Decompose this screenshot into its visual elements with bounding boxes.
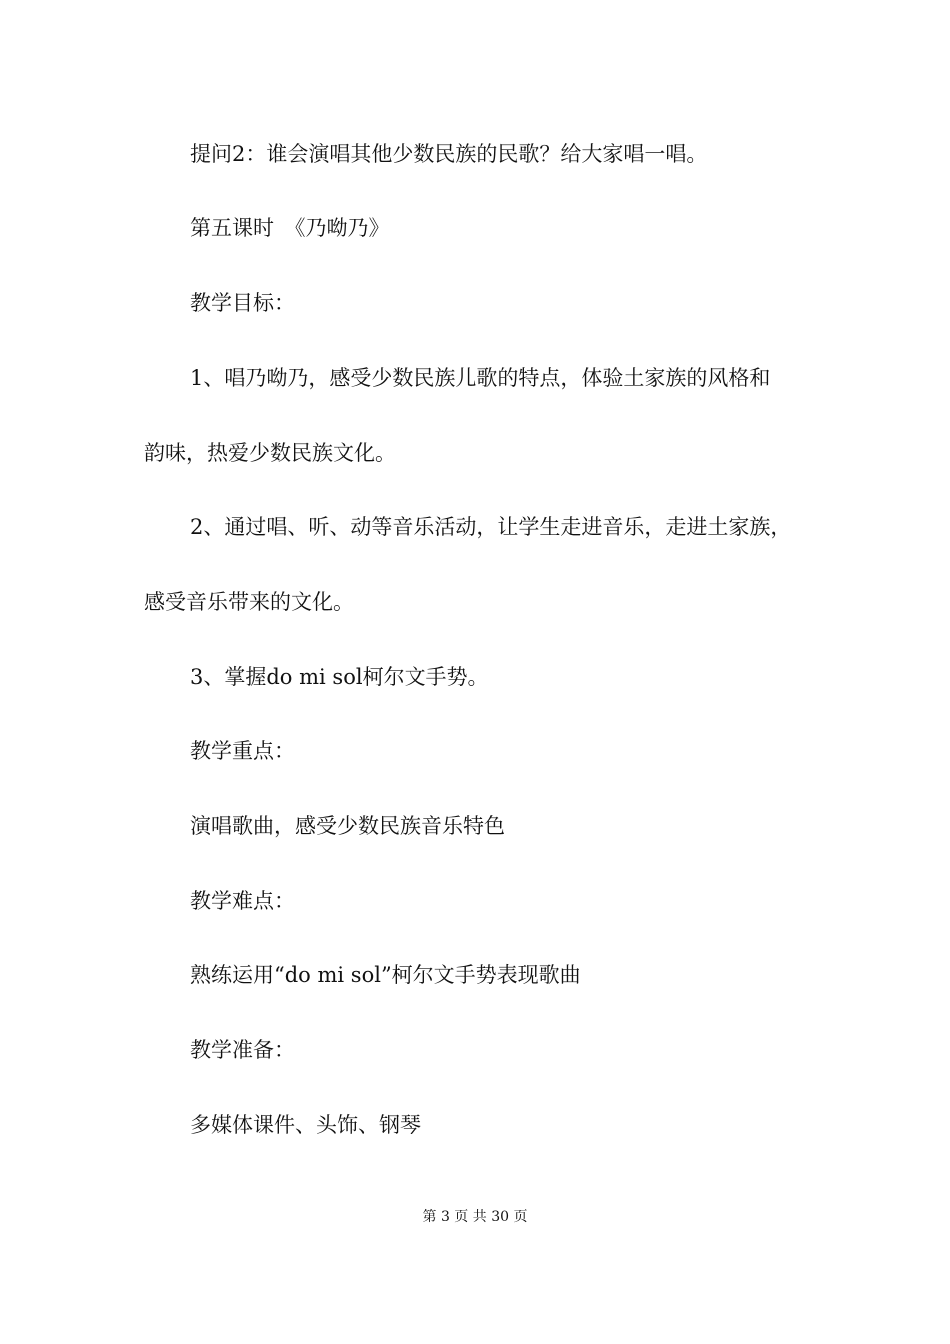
paragraph-question-2 — [0, 139, 950, 169]
goal-2-line-2 — [0, 587, 950, 617]
heading-teaching-preparation — [0, 1035, 950, 1065]
page-number-label: 第 3 页 共 30 页 — [422, 1209, 528, 1225]
teaching-preparation-text — [0, 1110, 950, 1140]
heading-teaching-difficulty — [0, 886, 950, 916]
paragraph-text: 教学重点： — [190, 739, 295, 763]
goal-1-line-2 — [0, 438, 950, 468]
goal-2-line-1 — [0, 512, 950, 542]
paragraph-text: 3、掌握do mi sol柯尔文手势。 — [190, 665, 489, 689]
page-footer — [0, 1207, 950, 1227]
heading-teaching-focus — [0, 736, 950, 766]
paragraph-text: 教学目标： — [190, 291, 295, 315]
paragraph-text: 2、通过唱、听、动等音乐活动，让学生走进音乐，走进土家族， — [190, 515, 792, 539]
paragraph-text: 感受音乐带来的文化。 — [144, 590, 354, 614]
lesson-title — [0, 213, 950, 243]
paragraph-text: 演唱歌曲，感受少数民族音乐特色 — [190, 814, 505, 838]
paragraph-text: 1、唱乃呦乃，感受少数民族儿歌的特点，体验土家族的风格和 — [190, 366, 771, 390]
paragraph-text: 教学准备： — [190, 1038, 295, 1062]
teaching-difficulty-text — [0, 960, 950, 990]
goal-1-line-1 — [0, 363, 950, 393]
paragraph-text: 教学难点： — [190, 889, 295, 913]
heading-teaching-goals — [0, 288, 950, 318]
paragraph-text: 韵味，热爱少数民族文化。 — [144, 441, 396, 465]
paragraph-text: 多媒体课件、头饰、钢琴 — [190, 1113, 421, 1137]
paragraph-text: 第五课时 《乃呦乃》 — [190, 216, 390, 240]
goal-3 — [0, 662, 950, 692]
paragraph-text: 提问2：谁会演唱其他少数民族的民歌？给大家唱一唱。 — [190, 142, 708, 166]
teaching-focus-text — [0, 811, 950, 841]
paragraph-text: 熟练运用“do mi sol”柯尔文手势表现歌曲 — [190, 963, 581, 987]
